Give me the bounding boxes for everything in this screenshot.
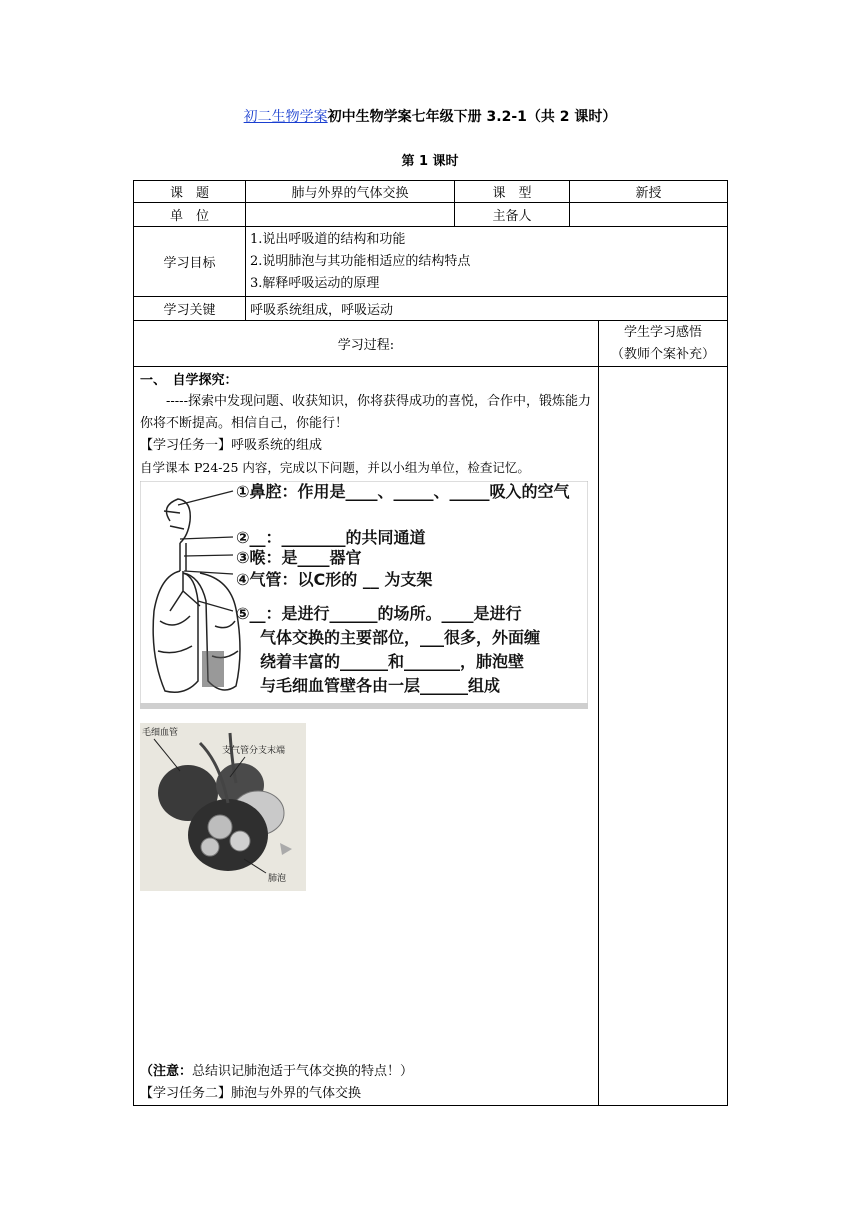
label-bronchiole: 支气管分支末端 (222, 746, 286, 756)
task1-heading: 【学习任务一】呼吸系统的组成 (140, 438, 323, 453)
note-line (140, 1061, 413, 1083)
reflection-label: 学生学习感悟 (624, 324, 703, 340)
unit-value (246, 203, 455, 227)
reflection-sub: （教师个案补充） (611, 346, 716, 362)
note-prefix: （注意： (140, 1064, 193, 1079)
topic-label: 课 题 (134, 181, 246, 203)
fig1-line4: ④气管：以C形的 __ 为支架 (236, 570, 433, 589)
goal-item: 1.说出呼吸道的结构和功能 (250, 231, 406, 247)
goal-label: 学习目标 (134, 227, 246, 297)
intro-text: -----探索中发现问题、收获知识，你将获得成功的喜悦，合作中，锻炼能力你将不断提高。相信自己，你能行！ (140, 394, 591, 431)
fig1-line2: ②__：________的共同通道 (236, 528, 426, 547)
title-link[interactable]: 初二生物学案 (243, 109, 328, 125)
lead-value (570, 203, 728, 227)
type-value: 新授 (570, 181, 728, 203)
goal-item: 3.解释呼吸运动的原理 (250, 275, 380, 291)
fig1-line1: ①鼻腔：作用是____、_____、_____吸入的空气 (236, 482, 570, 501)
diaphragm-shade (202, 651, 224, 687)
lead-label: 主备人 (455, 203, 570, 227)
process-body (134, 367, 599, 1106)
lesson-plan-table (133, 180, 728, 1106)
fig1-line6: 气体交换的主要部位，___很多，外面缠 (260, 628, 541, 647)
task1-instruction: 自学课本 P24-25 内容，完成以下问题，并以小组为单位，检查记忆。 (140, 460, 530, 475)
fig1-line8: 与毛细血管壁各由一层______组成 (260, 676, 501, 695)
label-alveoli: 肺泡 (268, 874, 287, 884)
goal-list (246, 227, 728, 297)
task2-heading: 【学习任务二】肺泡与外界的气体交换 (140, 1086, 362, 1101)
note-text: 总结识记肺泡适于气体交换的特点！） (192, 1064, 414, 1079)
title-text: 初中生物学案七年级下册 3.2-1（共 2 课时） (327, 109, 617, 125)
reflection-header (599, 321, 728, 367)
fig1-line7: 绕着丰富的______和_______，肺泡壁 (260, 652, 525, 671)
key-value: 呼吸系统组成，呼吸运动 (246, 297, 728, 321)
alveoli-figure (140, 723, 306, 891)
label-capillary: 毛细血管 (142, 728, 179, 738)
fig1-line5: ⑤__：是进行______的场所。____是进行 (236, 604, 522, 623)
goal-item: 2.说明肺泡与其功能相适应的结构特点 (250, 253, 471, 269)
section-heading: 一、 自学探究： (140, 373, 238, 388)
topic-value: 肺与外界的气体交换 (246, 181, 455, 203)
reflection-column (599, 367, 728, 1106)
note-block (140, 1061, 413, 1105)
process-label: 学习过程: (134, 321, 599, 367)
key-label: 学习关键 (134, 297, 246, 321)
document-title (0, 106, 860, 126)
unit-label: 单 位 (134, 203, 246, 227)
fig1-line3: ③喉：是____器官 (236, 548, 362, 567)
type-label: 课 型 (455, 181, 570, 203)
lesson-heading: 第 1 课时 (401, 154, 459, 169)
respiratory-system-figure (140, 481, 588, 709)
